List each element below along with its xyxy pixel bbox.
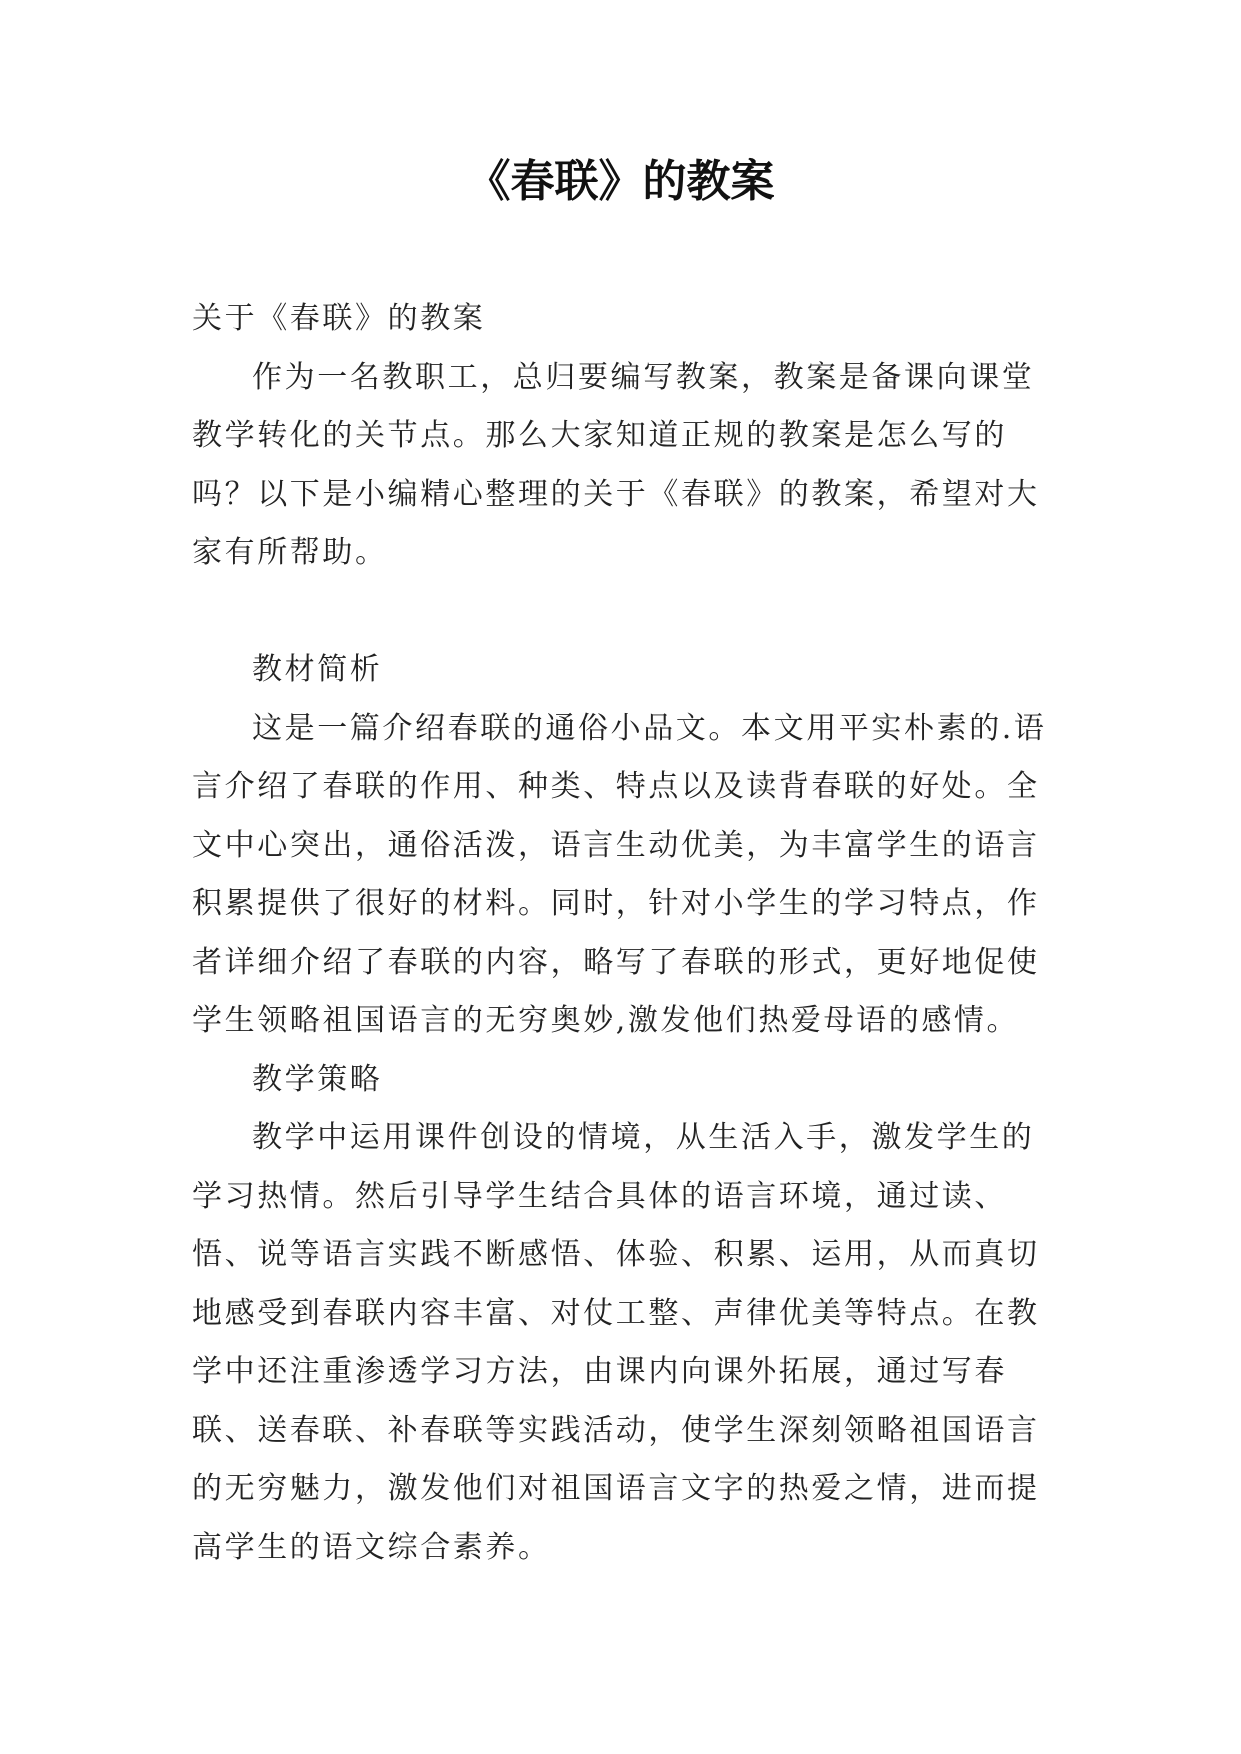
document-body (192, 290, 1062, 1577)
blank-line (192, 583, 1062, 642)
intro-heading: 关于《春联》的教案 (192, 301, 486, 336)
intro-paragraph: 作为一名教职工，总归要编写教案，教案是备课向课堂教学转化的关节点。那么大家知道正规的教案是怎么写的吗？以下是小编精心整理的关于《春联》的教案，希望对大家有所帮助。 (192, 359, 1040, 570)
section-paragraph-teaching-strategy: 教学中运用课件创设的情境，从生活入手，激发学生的学习热情。然后引导学生结合具体的语言环境，通过读、悟、说等语言实践不断感悟、体验、积累、运用，从而真切地感受到春联内容丰富、对仗工整、声律优美等特点。在教学中还注重渗透学习方法，由课内向课外拓展，通过写春联、送春联、补春联等实践活动，使学生深刻领略祖国语言的无穷魅力，激发他们对祖国语言文字的热爱之情，进而提高学生的语文综合素养。 (192, 1120, 1040, 1565)
section-heading-textbook-analysis: 教材简析 (252, 652, 383, 687)
section-paragraph-textbook-analysis: 这是一篇介绍春联的通俗小品文。本文用平实朴素的.语言介绍了春联的作用、种类、特点以及读背春联的好处。全文中心突出，通俗活泼，语言生动优美，为丰富学生的语言积累提供了很好的材料。同时，针对小学生的学习特点，作者详细介绍了春联的内容，略写了春联的形式，更好地促使学生领略祖国语言的无穷奥妙,激发他们热爱母语的感情。 (192, 710, 1047, 1038)
section-heading-teaching-strategy: 教学策略 (252, 1061, 383, 1097)
document-title: 《春联》的教案 (466, 156, 775, 207)
